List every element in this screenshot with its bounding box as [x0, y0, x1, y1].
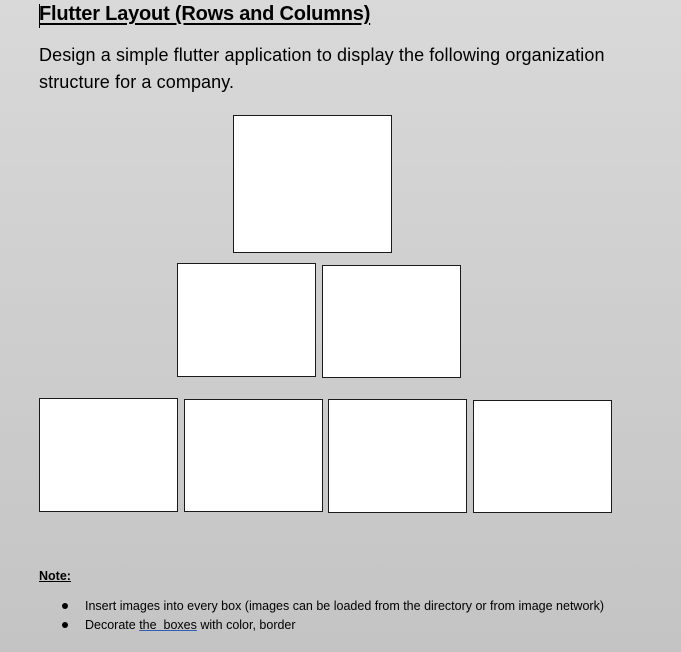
spelling-flagged-text: the boxes [139, 618, 197, 632]
note-item [62, 597, 604, 616]
org-box-level2-2 [322, 265, 461, 378]
document-title: Flutter Layout (Rows and Columns) [39, 3, 371, 25]
org-box-level2-1 [177, 263, 316, 377]
note-item [62, 616, 604, 635]
org-box-level3-4 [473, 400, 612, 513]
note-list [62, 597, 604, 635]
note-label: Note: [39, 569, 71, 583]
org-box-level3-1 [39, 398, 178, 512]
note-item-prefix: Decorate [85, 618, 140, 632]
org-box-level1-1 [233, 115, 392, 253]
note-item-suffix: with color, border [196, 618, 296, 632]
document-description: Design a simple flutter application to display the following organization structure for a company. [39, 45, 605, 92]
bullet-icon [62, 622, 68, 628]
bullet-icon [62, 603, 68, 609]
org-box-level3-2 [184, 399, 323, 512]
org-box-level3-3 [328, 399, 467, 513]
note-item-text: Insert images into every box (images can be loaded from the directory or from image network) [85, 599, 604, 613]
